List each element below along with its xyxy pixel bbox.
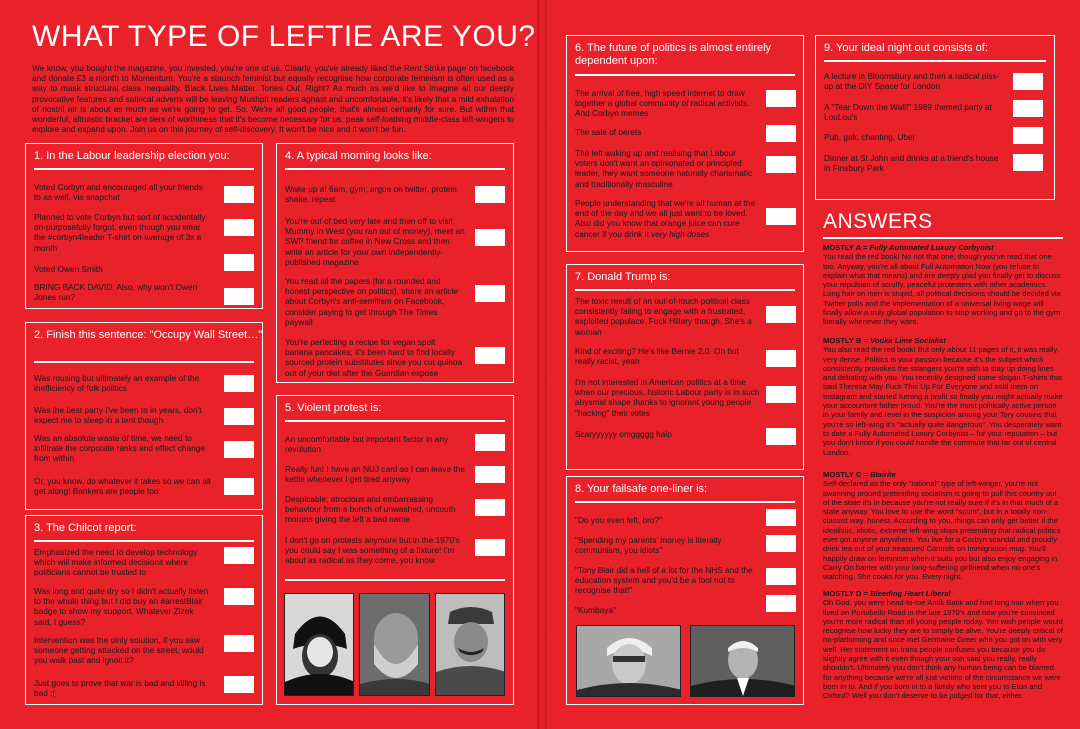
- option-7a: [575, 296, 760, 337]
- divider: [34, 168, 254, 170]
- checkbox-1d[interactable]: [224, 288, 254, 305]
- answer-b: [823, 336, 1063, 457]
- option-1c: Voted Owen Smith: [34, 264, 103, 274]
- option-4b: You're out of bed very late and then off to visit Mummy in West (you ran out of money), meet an SWP friend for coffee in New Cross and then write an article for your own independently-published magazine: [285, 216, 465, 267]
- option-3d: Just goes to prove that war is bad and killing is bad :(: [34, 678, 206, 699]
- checkbox-1a[interactable]: [224, 186, 254, 203]
- checkbox-4b[interactable]: [475, 229, 505, 246]
- checkbox-7b[interactable]: [766, 350, 796, 367]
- option-3b: Was long and quite dry so I didn't actually listen to the whole thing but I did buy an #arrestBlair badge to show my support. Whatever Zizek said, I guess?: [34, 586, 209, 627]
- option-8a: "Do you even left, bro?": [575, 515, 663, 525]
- checkbox-6b[interactable]: [766, 125, 796, 142]
- option-5b: Really fun! I have an NUJ card so I can leave the kettle whenever I get tired anyway: [285, 464, 465, 485]
- answer-c: [823, 470, 1063, 582]
- checkbox-2a[interactable]: [224, 375, 254, 392]
- portrait-photo-5: [690, 625, 795, 697]
- checkbox-3b[interactable]: [224, 588, 254, 605]
- question-1-box: [25, 143, 263, 309]
- checkbox-8a[interactable]: [766, 509, 796, 526]
- checkbox-2c[interactable]: [224, 441, 254, 458]
- question-2-box: [25, 322, 263, 510]
- question-3-heading: 3. The Chilcot report:: [34, 522, 137, 534]
- option-2d: Or, you know, do whatever it takes so we can all get along! Bankers are people too: [34, 476, 211, 497]
- checkbox-3a[interactable]: [224, 547, 254, 564]
- divider: [575, 74, 795, 76]
- option-6d: [575, 198, 760, 239]
- answer-d-label: MOSTLY D =: [823, 589, 871, 598]
- option-8b: "Spending my parents' money is literally communism, you idiots": [575, 535, 722, 556]
- checkbox-8b[interactable]: [766, 535, 796, 552]
- option-7c: I'm not interested in American politics at a time when our precious, historic Labour party is in such abysmal shape thanks to ignorant young people "hacking" their votes: [575, 377, 760, 418]
- checkbox-4c[interactable]: [475, 285, 505, 302]
- answer-d: [823, 589, 1063, 701]
- checkbox-6d[interactable]: [766, 208, 796, 225]
- question-9-heading: 9. Your ideal night out consists of:: [824, 42, 988, 54]
- option-3a: Emphasized the need to develop technology which will make informed decisions where politicians cannot be trusted to: [34, 547, 198, 578]
- checkbox-9d[interactable]: [1013, 154, 1043, 171]
- page-title: WHAT TYPE OF LEFTIE ARE YOU?: [32, 20, 536, 53]
- option-6b: The sale of berets: [575, 127, 642, 137]
- divider: [824, 60, 1046, 62]
- divider: [34, 361, 254, 363]
- checkbox-5d[interactable]: [475, 539, 505, 556]
- checkbox-6c[interactable]: [766, 156, 796, 173]
- checkbox-8d[interactable]: [766, 595, 796, 612]
- question-6-heading: 6. The future of politics is almost entirely dependent upon:: [575, 42, 772, 67]
- answer-a-label: MOSTLY A =: [823, 243, 870, 252]
- checkbox-7c[interactable]: [766, 386, 796, 403]
- option-9d: Dinner at St John and drinks at a friend's house in Finsbury Park: [824, 153, 999, 174]
- option-2a: Was rousing but ultimately an example of the inefficiency of folk politics: [34, 373, 200, 394]
- portrait-photo-4: [576, 625, 681, 697]
- checkbox-9b[interactable]: [1013, 100, 1043, 117]
- answer-b-title: Vodka Lime Socialist: [870, 336, 946, 345]
- option-7a-emphasis: a woman: [575, 316, 752, 337]
- answer-a: [823, 243, 1063, 327]
- option-1a: Voted Corbyn and encouraged all your friends to as well, via snapchat: [34, 182, 203, 203]
- answer-c-label: MOSTLY C =: [823, 470, 871, 479]
- checkbox-2b[interactable]: [224, 408, 254, 425]
- portrait-photo-2: [359, 593, 430, 696]
- answer-c-text: Self-declared as the only "rational" type of left-winger, you're not swanning around pretending socialism is going to pull this country out of the state it's in because you're not really sure if it's in that much of a state anyway. You love to use the word "scum", but in a totally non-classist way, honest. According to you, things can only get better if the idealistic, idiotic, extreme left-wing stops pretending that radical politics ever got anyone anywhere. You live for a Corbyn scandal and proudly drink tea out of your treasured Controls on Immigration mug. You'll happily draw on feminism when it suits you but also enjoy engaging in Carry On banter with your long-suffering girlfriend when no-one's watching. She cooks for you. Every night.: [823, 479, 1061, 582]
- question-5-heading: 5. Violent protest is:: [285, 402, 382, 414]
- answers-heading: ANSWERS: [823, 210, 933, 233]
- option-8d: "Kumbaya": [575, 605, 616, 615]
- option-6d-text: People understanding that we're all human at the end of the day and we all just want to be loved. Also did you know that orange juice can cure cancer if you drink it: [575, 198, 756, 239]
- answer-b-text: You also read the red book! But only about 11 pages of it, it was really, very dense. Politics is your passion because it's the subject which consistently provokes the strangers you're with to stay up doing lines and debating with you. You recently designed some slogan T-shirts that said Theresa May Fuck This Up For Everyone and sold them on Instagram and started turning a profit so finally you might actually make your accountant father proud. You're the most politically active person in your family and revel in the suspicion among your Tory cousins that you're so left-wing it's "actually quite dangerous". You desperately want to date a Fully Automated Luxury Corbynist – for your reputation – but you don't know if you could handle the commute that far out of central London.: [823, 345, 1063, 457]
- checkbox-5c[interactable]: [475, 499, 505, 516]
- answer-a-title: Fully Automated Luxury Corbynist: [869, 243, 994, 252]
- checkbox-7a[interactable]: [766, 306, 796, 323]
- question-3-box: [25, 515, 263, 705]
- option-7b: Kind of exciting? He's like Bernie 2.0. Oh but really racist, yeah: [575, 346, 739, 367]
- option-3c: Intervention was the olnly solution, if you saw someone getting attacked on the street, would you walk past and ignoit it?: [34, 635, 204, 666]
- option-5d: I don't go on protests anymore but in the 1970's you could say I was something of a fixture! I'm about as radical as they come, you know: [285, 535, 460, 566]
- checkbox-8c[interactable]: [766, 568, 796, 585]
- checkbox-9c[interactable]: [1013, 127, 1043, 144]
- question-7-heading: 7. Donald Trump is:: [575, 271, 671, 283]
- answer-d-title: Bleeding Heart Liberal: [870, 589, 951, 598]
- answer-d-text: Oh God, you were head-to-toe Antik Batik and had long hair when you lived on Portobello Road in the late 1970's and now you're convinced you're more radical than all young people today. You wish people would recognise how lucky they are to simply be alive. You're deeply critical of no-platforming and once met Germaine Greer who you got on with very well. Her statement on trans people confuses you because you do slightly agree with it even though your son said you really, really shouldn't. Ultimately you don't think any human being can be blamed for anything because we're all just victims of the circumstance we were born in to. And if you born in to a family who sent you to Eton and Oxford? Well you don't deserve to be judged for that, either.: [823, 598, 1063, 701]
- question-1-heading: 1. In the Labour leadership election you:: [34, 150, 230, 162]
- divider: [285, 420, 505, 422]
- option-2b: Was the best party I've been to in years, don't expect me to sleep in a tent though: [34, 405, 202, 426]
- divider: [575, 501, 795, 503]
- answer-c-title: Blairite: [870, 470, 896, 479]
- option-7d: Scaryyyyyy omggggg halp: [575, 429, 672, 439]
- option-5a: An uncomfortable but important factor in any revolution: [285, 434, 449, 455]
- checkbox-4a[interactable]: [475, 186, 505, 203]
- question-2-heading: 2. Finish this sentence: "Occupy Wall Street…": [34, 329, 263, 341]
- checkbox-7d[interactable]: [766, 428, 796, 445]
- answer-a-text: You read the red book! No not that one, though you've read that one too. Anyway, you're all about Full Automation Now (you refuse to explain what that means) and are deeply glad you finally get to discuss your repulsion of scruffy, peaceful protesters with other academics. Long hair on men is stupid, all political decisions should be decided via Twitter polls and the implementation of a universal living wage will finally allow a truly global population to stop working and go to the gym literally whenever they want.: [823, 252, 1061, 327]
- option-4c: You read all the papers (for a rounded and honest perspective on politics), share an article about Corbyn's anti-semitism on Facebook, consider paying to get through The Times paywall: [285, 276, 458, 327]
- option-4a: Wake up at 6am, gym, argue on twitter, protein shake, repeat: [285, 184, 457, 205]
- checkbox-6a[interactable]: [766, 90, 796, 107]
- portrait-photo-1: [284, 593, 354, 696]
- divider: [34, 540, 254, 542]
- portrait-photo-3: [435, 593, 505, 696]
- answer-b-label: MOSTLY B =: [823, 336, 871, 345]
- option-9b: A "Tear Down the Wall!" 1989 themed party at LouLou's: [824, 102, 992, 123]
- answers-divider: [823, 237, 1063, 239]
- option-9a: A lecture in Bloomsbury and then a radical piss-up at the DIY Space for London: [824, 71, 1000, 92]
- option-6c: The left waking up and realising that Labour voters don't want an opinionated or principled leader, they want someone naturally charismatic and traditionally masculine: [575, 148, 753, 189]
- option-6d-emphasis: very high doses: [651, 228, 710, 239]
- checkbox-1c[interactable]: [224, 254, 254, 271]
- option-1b: Planned to vote Corbyn but sort of accidentally on-purposefully forgot, even though you wear the #corbyn4leader T-shirt on average of 3x a month: [34, 212, 206, 253]
- question-8-heading: 8. Your failsafe one-liner is:: [575, 483, 708, 495]
- option-4d: You're perfecting a recipe for vegan spelt banana pancakes; it's been hard to find locally sourced protein substitutes since you cut quinoa out of your diet after the Guardian expose: [285, 337, 463, 378]
- checkbox-5b[interactable]: [475, 466, 505, 483]
- question-4-heading: 4. A typical morning looks like:: [285, 150, 432, 162]
- checkbox-2d[interactable]: [224, 478, 254, 495]
- divider: [285, 168, 505, 170]
- checkbox-3c[interactable]: [224, 635, 254, 652]
- checkbox-1b[interactable]: [224, 219, 254, 236]
- checkbox-5a[interactable]: [475, 434, 505, 451]
- option-1d: BRING BACK DAVID. Also, why won't Owen Jones run?: [34, 282, 198, 303]
- option-8c: "Tony Blair did a hell of a lot for the NHS and the education system and you'd be a fool not to recognise that!": [575, 565, 753, 596]
- question-9-box: [815, 35, 1055, 200]
- option-6a: The arrival of free, high speed internet to draw together a global community of radical activists. And Corbyn memes: [575, 88, 750, 119]
- option-5c: Despicable, atrocious and embarrassing behaviour from a bunch of unwashed, uncouth morons giving the left a bad name: [285, 494, 456, 525]
- option-7a-text: The toxic result of an out-of-touch political class consistently failing to engage with a frustrated, exploited populace. Fuck Hillary though. She's: [575, 296, 750, 327]
- checkbox-9a[interactable]: [1013, 73, 1043, 90]
- question-7-box: [566, 264, 804, 470]
- intro-paragraph: We know, you bought the magazine, you invested, you're one of us. Clearly, you've already liked the Rent Strike page on facebook and donate £3 a month to Momentum. You're a staunch feminist but equally recognise how corporate feminism is often used as a way to mask structural class inequality. Black Lives Matter. Tories Out. Right? As much as we'd like to imagine all our deeply provocative features and satirical adverts will be leaving Mushplt readers aghast and uncomfortable, it's likely that a mild exhalation of nostril air is about as much as we're going to get. So. We're all good people, that's almost certainly for sure. But within that wonderful, altruistic bracket are tiers of worthiness that it's become necessary for us, peak self-loathing middle-class left-wingers to explore and expand upon. Join us on this journey of self-discovery. It won't be nice and it won't be fun.: [32, 63, 514, 135]
- question-6-box: [566, 35, 804, 252]
- option-9c: Pub, gak, chanting, Uber: [824, 132, 916, 142]
- question-4-box: [276, 143, 514, 383]
- divider: [575, 289, 795, 291]
- divider: [285, 579, 505, 581]
- checkbox-4d[interactable]: [475, 347, 505, 364]
- option-2c: Was an absolute waste of time, we need to infiltrate the corporate ranks and effect change from within: [34, 433, 205, 464]
- page-gutter: [537, 0, 547, 729]
- checkbox-3d[interactable]: [224, 676, 254, 693]
